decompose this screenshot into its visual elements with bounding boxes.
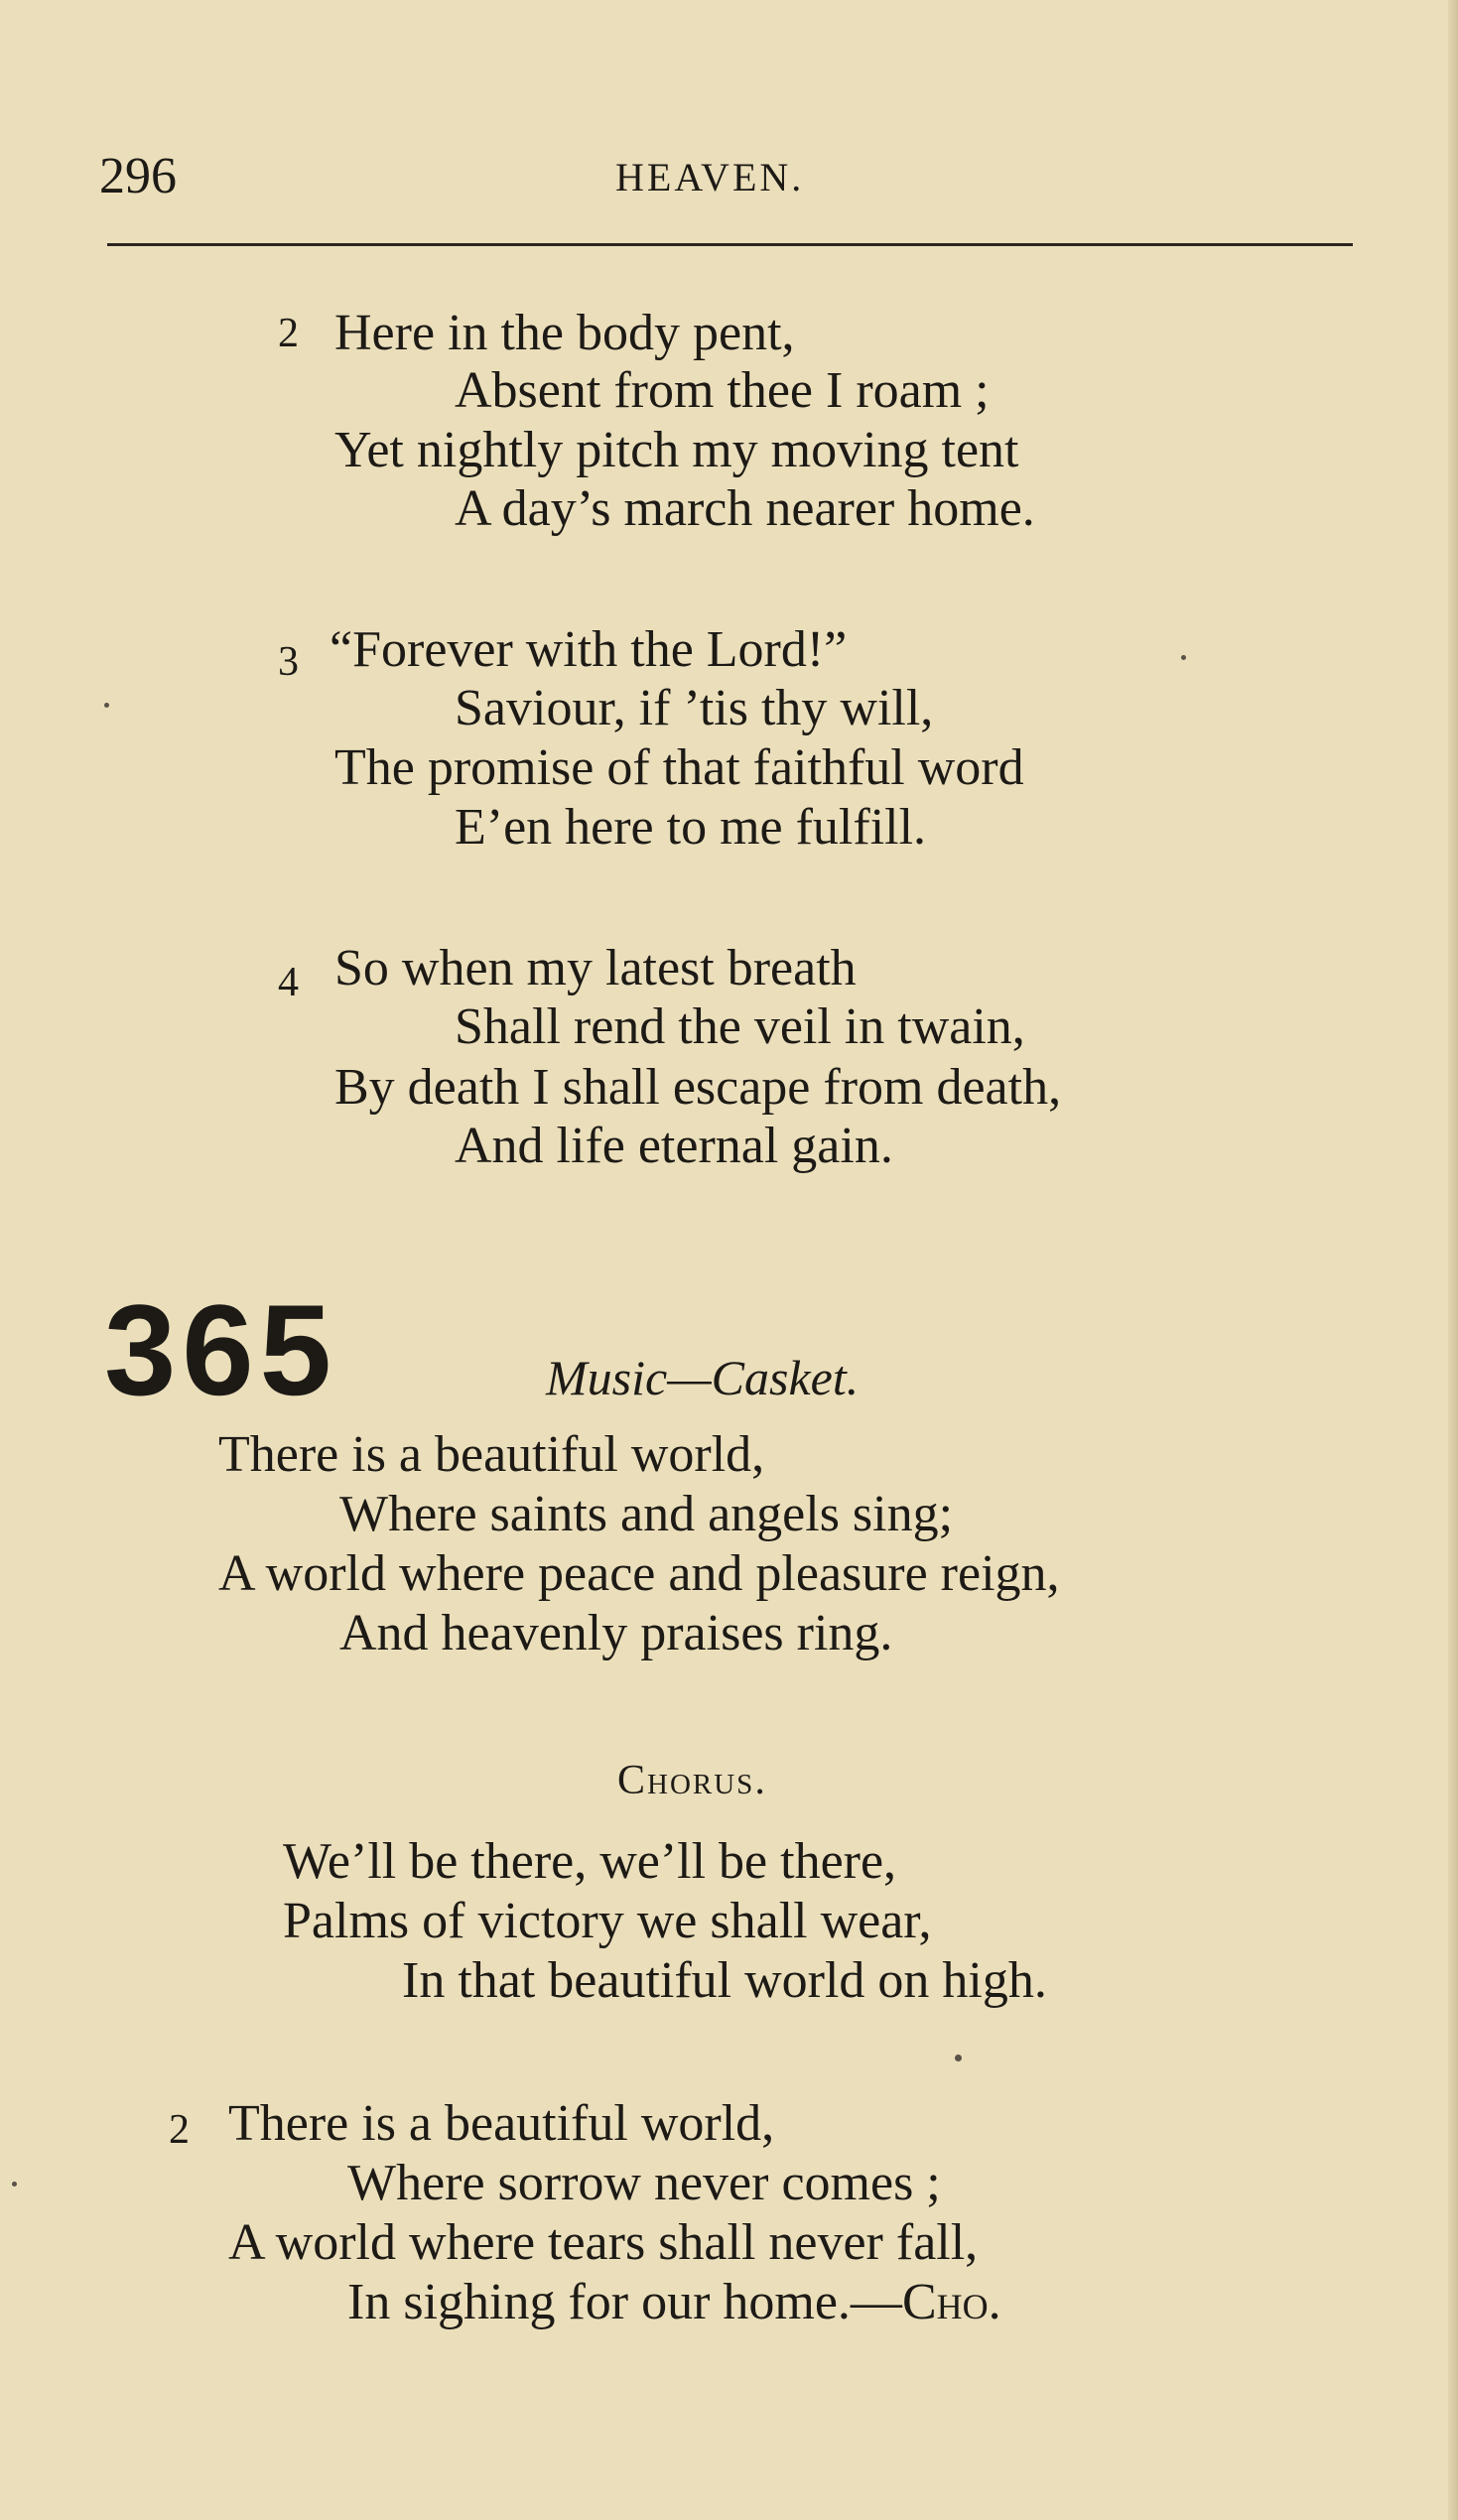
verse-line: Here in the body pent, <box>334 305 795 361</box>
speck <box>955 2055 962 2061</box>
verse-line: A world where tears shall never fall, <box>228 2214 979 2271</box>
verse-line: The promise of that faithful word <box>334 739 1024 796</box>
stanza-number: 2 <box>278 311 299 356</box>
verse-line: Where sorrow never comes ; <box>347 2155 941 2211</box>
verse-line: By death I shall escape from death, <box>334 1059 1062 1116</box>
header-rule <box>107 243 1353 246</box>
speck <box>12 2182 17 2187</box>
chorus-line: We’ll be there, we’ll be there, <box>283 1833 897 1890</box>
verse-line: And heavenly praises ring. <box>339 1605 893 1661</box>
verse-line: Yet nightly pitch my moving tent <box>334 422 1019 478</box>
stanza-number: 4 <box>278 960 299 1005</box>
page-heading: HEAVEN. <box>615 155 805 199</box>
page-edge <box>1448 0 1458 2520</box>
hymn-number: 365 <box>104 1277 337 1422</box>
speck <box>104 703 109 708</box>
chorus-line: In that beautiful world on high. <box>402 1952 1047 2009</box>
refrain-cue: Cho. <box>901 2274 1001 2330</box>
running-head <box>0 147 1458 206</box>
verse-line-text: In sighing for our home.— <box>347 2274 902 2330</box>
speck <box>1181 655 1186 660</box>
chorus-line: Palms of victory we shall wear, <box>283 1893 932 1949</box>
verse-line: There is a beautiful world, <box>228 2095 775 2152</box>
verse-line: Where saints and angels sing; <box>339 1486 954 1542</box>
verse-line: Absent from thee I roam ; <box>455 362 990 419</box>
page-number: 296 <box>99 148 177 204</box>
verse-line: Saviour, if ’tis thy will, <box>455 680 934 736</box>
verse-line: Shall rend the veil in twain, <box>455 998 1025 1055</box>
tune-name: Music—Casket. <box>546 1350 860 1405</box>
verse-line: There is a beautiful world, <box>218 1426 765 1483</box>
verse-line: A day’s march nearer home. <box>455 480 1035 537</box>
verse-line: E’en here to me fulfill. <box>455 799 927 856</box>
verse-line: And life eternal gain. <box>455 1118 893 1174</box>
chorus-label: Chorus. <box>617 1758 767 1803</box>
stanza-number: 3 <box>278 639 299 685</box>
verse-line: “Forever with the Lord!” <box>330 621 848 678</box>
verse-line: A world where peace and pleasure reign, <box>218 1545 1060 1602</box>
stanza-number: 2 <box>169 2107 190 2153</box>
verse-line: So when my latest breath <box>334 940 857 996</box>
verse-line <box>347 2273 1001 2332</box>
